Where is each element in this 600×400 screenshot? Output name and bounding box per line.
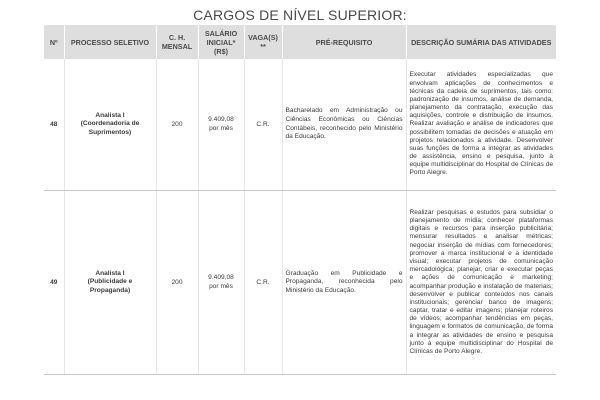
table-row	[44, 191, 556, 375]
processo-cell	[64, 191, 156, 375]
salario-cell	[198, 191, 244, 375]
table-row	[44, 59, 556, 191]
page-title: CARGOS DE NÍVEL SUPERIOR:	[193, 7, 407, 23]
vagas-cell: C.R.	[244, 59, 282, 191]
processo-area: (Publicidade e Propaganda)	[87, 278, 133, 294]
header-salario: SALÁRIO INICIAL* (R$)	[198, 25, 244, 59]
processo-title: Analista I	[95, 111, 125, 119]
row-number: 49	[44, 191, 64, 375]
descricao-cell: Executar atividades especializadas que envolvam aplicações de conhecimentos e técnicas da cadeia de suprimentos, tais como: padronização de insumos, análise de demanda, planejamento da contratação, execução das aquisições, controle e distribuição de insumos. Realizar avaliação e análise de indicadores que possibilitem tomadas de decisões e atuação em projetos relacionados a atividade. Desenvolver suas funções de forma a integrar as atividades de assistência, ensino e pesquisa, junto à equipe multidisciplinar do Hospital de Clínicas de Porto Alegre.	[406, 59, 556, 191]
salario-period: por mês	[209, 124, 233, 132]
ch-cell: 200	[156, 59, 198, 191]
salario-period: por mês	[209, 282, 233, 290]
positions-table	[44, 25, 556, 375]
table-header-row	[44, 25, 556, 59]
header-requisito: PRÉ-REQUISITO	[282, 25, 406, 59]
descricao-cell: Realizar pesquisas e estudos para subsidiar o planejamento de mídia; conhecer plataformas digitais e recursos para inserção publicitária; mensurar resultados e analisar métricas; negociar inserção de mídias com fornecedores; promover a marca institucional e a identidade visual; executar projetos de comunicação mercadológica; planejar, criar e executar peças e ações de comunicação e marketing; acompanhar produção e instalação de materiais; desenvolver e publicar conteúdos nos canais institucionais; gerenciar banco de imagens; captar, tratar e editar imagens; planejar roteiros de vídeos; acompanhar tendências em peças, linguagem e formatos de comunicação, de forma a integrar as atividades de ensino e pesquisa junto à equipe multidisciplinar do Hospital de Clínicas de Porto Alegre.	[406, 191, 556, 375]
header-processo: PROCESSO SELETIVO	[64, 25, 156, 59]
salario-value: 9.409,08	[208, 115, 234, 123]
salario-value: 9.409,08	[208, 273, 234, 281]
ch-cell: 200	[156, 191, 198, 375]
processo-title: Analista I	[95, 269, 125, 277]
processo-area: (Coordenadoria de Suprimentos)	[80, 120, 140, 136]
requisito-cell: Graduação em Publicidade e Propaganda, reconhecida pelo Ministério da Educação.	[282, 191, 406, 375]
salario-cell	[198, 59, 244, 191]
requisito-cell: Bacharelado em Administração ou Ciências Econômicas ou Ciências Contábeis, reconhecido pelo Ministério da Educação.	[282, 59, 406, 191]
header-descricao: DESCRIÇÃO SUMÁRIA DAS ATIVIDADES	[406, 25, 556, 59]
vagas-cell: C.R.	[244, 191, 282, 375]
header-ch: C. H. MENSAL	[156, 25, 198, 59]
header-vagas: VAGA(S) **	[244, 25, 282, 59]
processo-cell	[64, 59, 156, 191]
row-number: 48	[44, 59, 64, 191]
header-num: Nº	[44, 25, 64, 59]
